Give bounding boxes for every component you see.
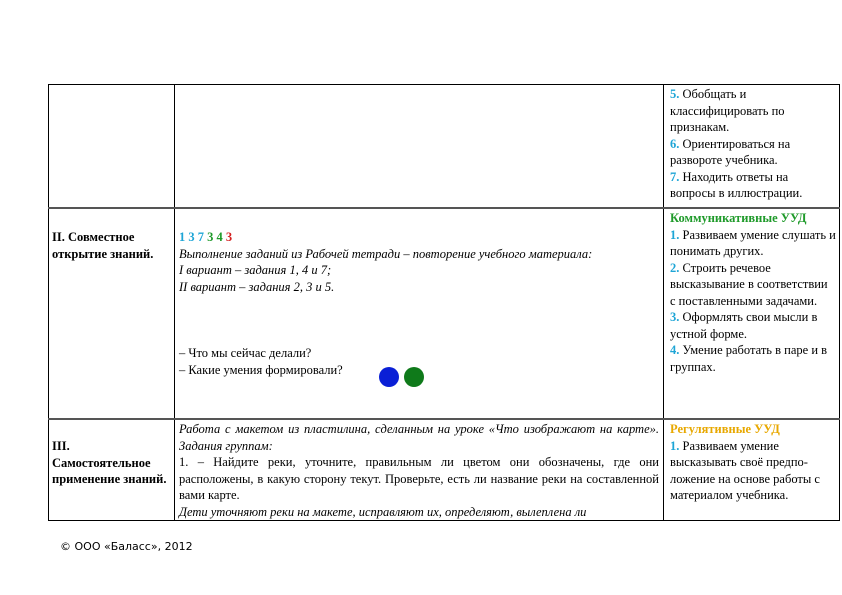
uud-item: 3. Оформлять свои мысли в устной форме. [670,310,818,341]
uud-cell [664,209,840,418]
variant-2: II вариант – задания 2, 3 и 5. [179,279,335,294]
uud-item: 5. Обобщать и классифицировать по признакам. [670,87,785,134]
uud-cell [664,85,840,207]
uud-item: 1. Развиваем умение высказывать своё предпо-ложение на основе работы с материалом учебника. [670,438,820,502]
green-dot-icon [404,367,424,387]
stage-cell [48,85,175,207]
uud-item: 7. Находить ответы на вопросы в иллюстрации. [670,169,803,200]
question-1: – Что мы сейчас делали? [179,346,312,360]
uud-title: Регулятивные УУД [670,422,780,436]
intro-text: Работа с макетом из пластилина, сделанным на уроке «Что изображают на карте». Задания группам: [179,422,659,453]
stage-cell [48,420,175,520]
uud-cell [664,420,840,520]
uud-item: 1. Развиваем умение слушать и понимать других. [670,227,836,258]
stage-cell [48,209,175,418]
uud-item: 2. Строить речевое высказывание в соответствии с поставленными задачами. [670,260,828,308]
content-cell [175,85,664,207]
variant-1: I вариант – задания 1, 4 и 7; [179,263,332,277]
children-action-text: Дети уточняют реки на макете, исправляют их, определяют, вылеплена ли [179,504,587,519]
content-cell [175,209,664,418]
table-row [48,209,840,418]
blue-dot-icon [379,367,399,387]
task-line: Выполнение заданий из Рабочей тетради – повторение учебного материала: [179,246,593,261]
table-row [48,420,840,520]
stage-title: II. Совместное открытие знаний. [52,230,154,261]
sequence-digit: 3 [188,230,195,244]
stage-title: III. Самостоятельное применение знаний. [52,439,167,486]
uud-item: 6. Ориентироваться на развороте учебника. [670,136,791,167]
sequence-digit: 3 [207,230,214,244]
sequence-digit: 3 [225,230,233,244]
uud-title: Коммуникативные УУД [670,211,807,225]
table-row [48,85,840,207]
sequence-digit: 1 [179,230,186,244]
sequence-digit: 4 [216,230,223,244]
question-2: – Какие умения формировали? [179,362,343,377]
task-1-text: 1. – Найдите реки, уточните, правильным ли цветом они обозначены, где они расположены, в какую сторону текут. Проверьте, есть ли название реки на составленной вами карте. [179,455,659,502]
copyright-footer: © ООО «Баласс», 2012 [60,540,193,553]
uud-item: 4. Умение работать в паре и в группах. [670,343,828,374]
sequence-digit: 7 [197,230,204,244]
sequence-numbers [179,229,659,246]
content-cell [175,420,664,520]
